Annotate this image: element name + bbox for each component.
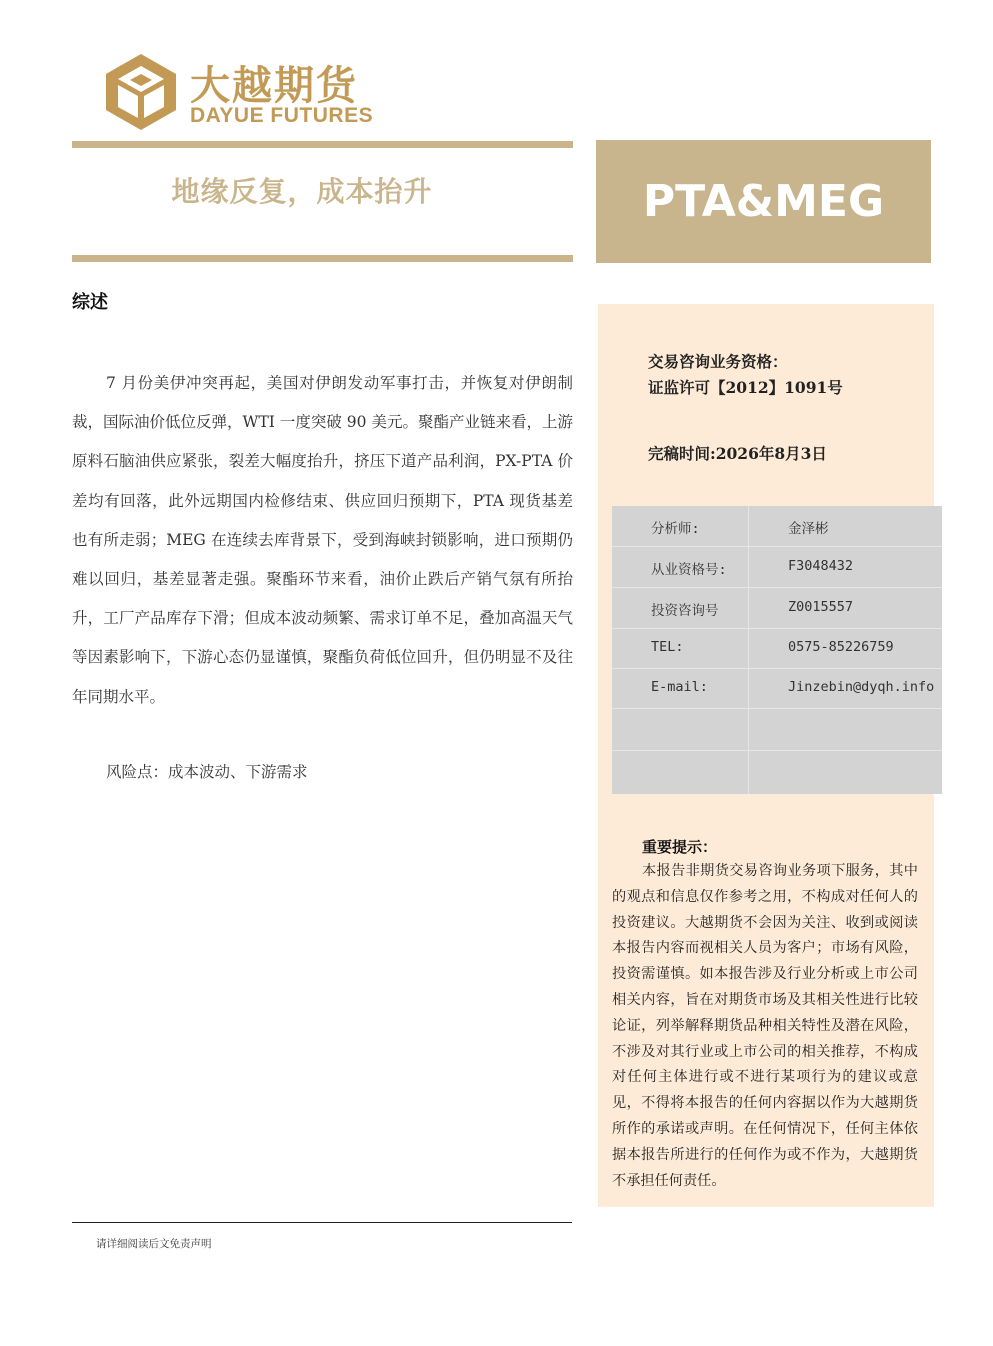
analyst-table	[612, 506, 942, 794]
summary-heading: 综述	[72, 292, 108, 313]
analyst-value: Z0015557	[788, 599, 854, 615]
notice-title: 重要提示：	[642, 838, 718, 856]
product-label: PTA&MEG	[642, 176, 885, 227]
notice-body: 本报告非期货交易咨询业务项下服务，其中的观点和信息仅作参考之用，不构成对任何人的投资建议。大越期货不会因为关注、收到或阅读本报告内容而视相关人员为客户；市场有风险，投资需谨慎。如本报告涉及行业分析或上市公司相关内容，旨在对期货市场及其相关性进行比较论证，列举解释期货品种相关特性及潜在风险，不涉及对其行业或上市公司的相关推荐，不构成 对任何主体进行或不进行某项行为的建议或意见，不得将本报告的任何内容据以作为大越期货所作的承诺或声明。在任何情况下，任何主体依据本报告所进行的任何作为或不作为，大越期货不承担任何责任。	[612, 863, 918, 1189]
risk-points: 风险点：成本波动、下游需求	[106, 763, 308, 781]
analyst-row-consult	[612, 588, 942, 629]
company-logo	[104, 52, 374, 134]
analyst-row-tel	[612, 628, 942, 669]
completion-time: 完稿时间:2026年8月3日	[648, 444, 827, 463]
logo-emblem-icon	[104, 52, 178, 132]
logo-name-cn: 大越期货	[190, 63, 358, 109]
report-title: 地缘反复，成本抬升	[171, 175, 433, 208]
title-bottom-divider	[72, 255, 573, 262]
title-top-divider	[72, 141, 573, 148]
analyst-value: 0575-85226759	[788, 639, 894, 655]
analyst-label: TEL:	[651, 639, 684, 655]
summary-paragraph: 7 月份美伊冲突再起，美国对伊朗发动军事打击，并恢复对伊朗制裁，国际油价低位反弹，WTI 一度突破 90 美元。聚酯产业链来看，上游原料石脑油供应紧张，裂差大幅度抬升，挤压下道产品利润，PX-PTA 价差均有回落，此外远期国内检修结束、供应回归预期下，PTA 现货基差也有所走弱；MEG 在连续去库背景下，受到海峡封锁影响，进口预期仍难以回归，基差显著走强。聚酯环节来看，油价止跌后产销气氛有所抬升，工厂产品库存下滑；但成本波动频繁、需求订单不足，叠加高温天气等因素影响下，下游心态仍显谨慎，聚酯负荷低位回升，但仍明显不及往年同期水平。	[72, 374, 573, 706]
analyst-row-email	[612, 668, 942, 709]
footer-divider	[72, 1222, 572, 1223]
analyst-row-empty	[612, 751, 942, 791]
analyst-email-link[interactable]: Jinzebin@dyqh.info	[788, 679, 935, 695]
logo-name-en: DAYUE FUTURES	[190, 104, 374, 127]
analyst-row-name	[612, 506, 942, 547]
analyst-row-license	[612, 547, 942, 588]
product-banner	[596, 140, 931, 263]
footer-disclaimer-note: 请详细阅读后文免责声明	[96, 1238, 212, 1250]
analyst-label: 从业资格号:	[651, 562, 727, 578]
analyst-label: 投资咨询号	[651, 603, 719, 619]
analyst-row-empty	[612, 710, 942, 751]
analyst-label: 分析师:	[651, 521, 700, 537]
analyst-value: 金泽彬	[788, 521, 829, 537]
analyst-value: F3048432	[788, 558, 854, 574]
qualification-title: 交易咨询业务资格：	[648, 352, 788, 371]
qualification-license: 证监许可【2012】1091号	[648, 378, 843, 397]
analyst-label: E-mail:	[651, 679, 708, 695]
